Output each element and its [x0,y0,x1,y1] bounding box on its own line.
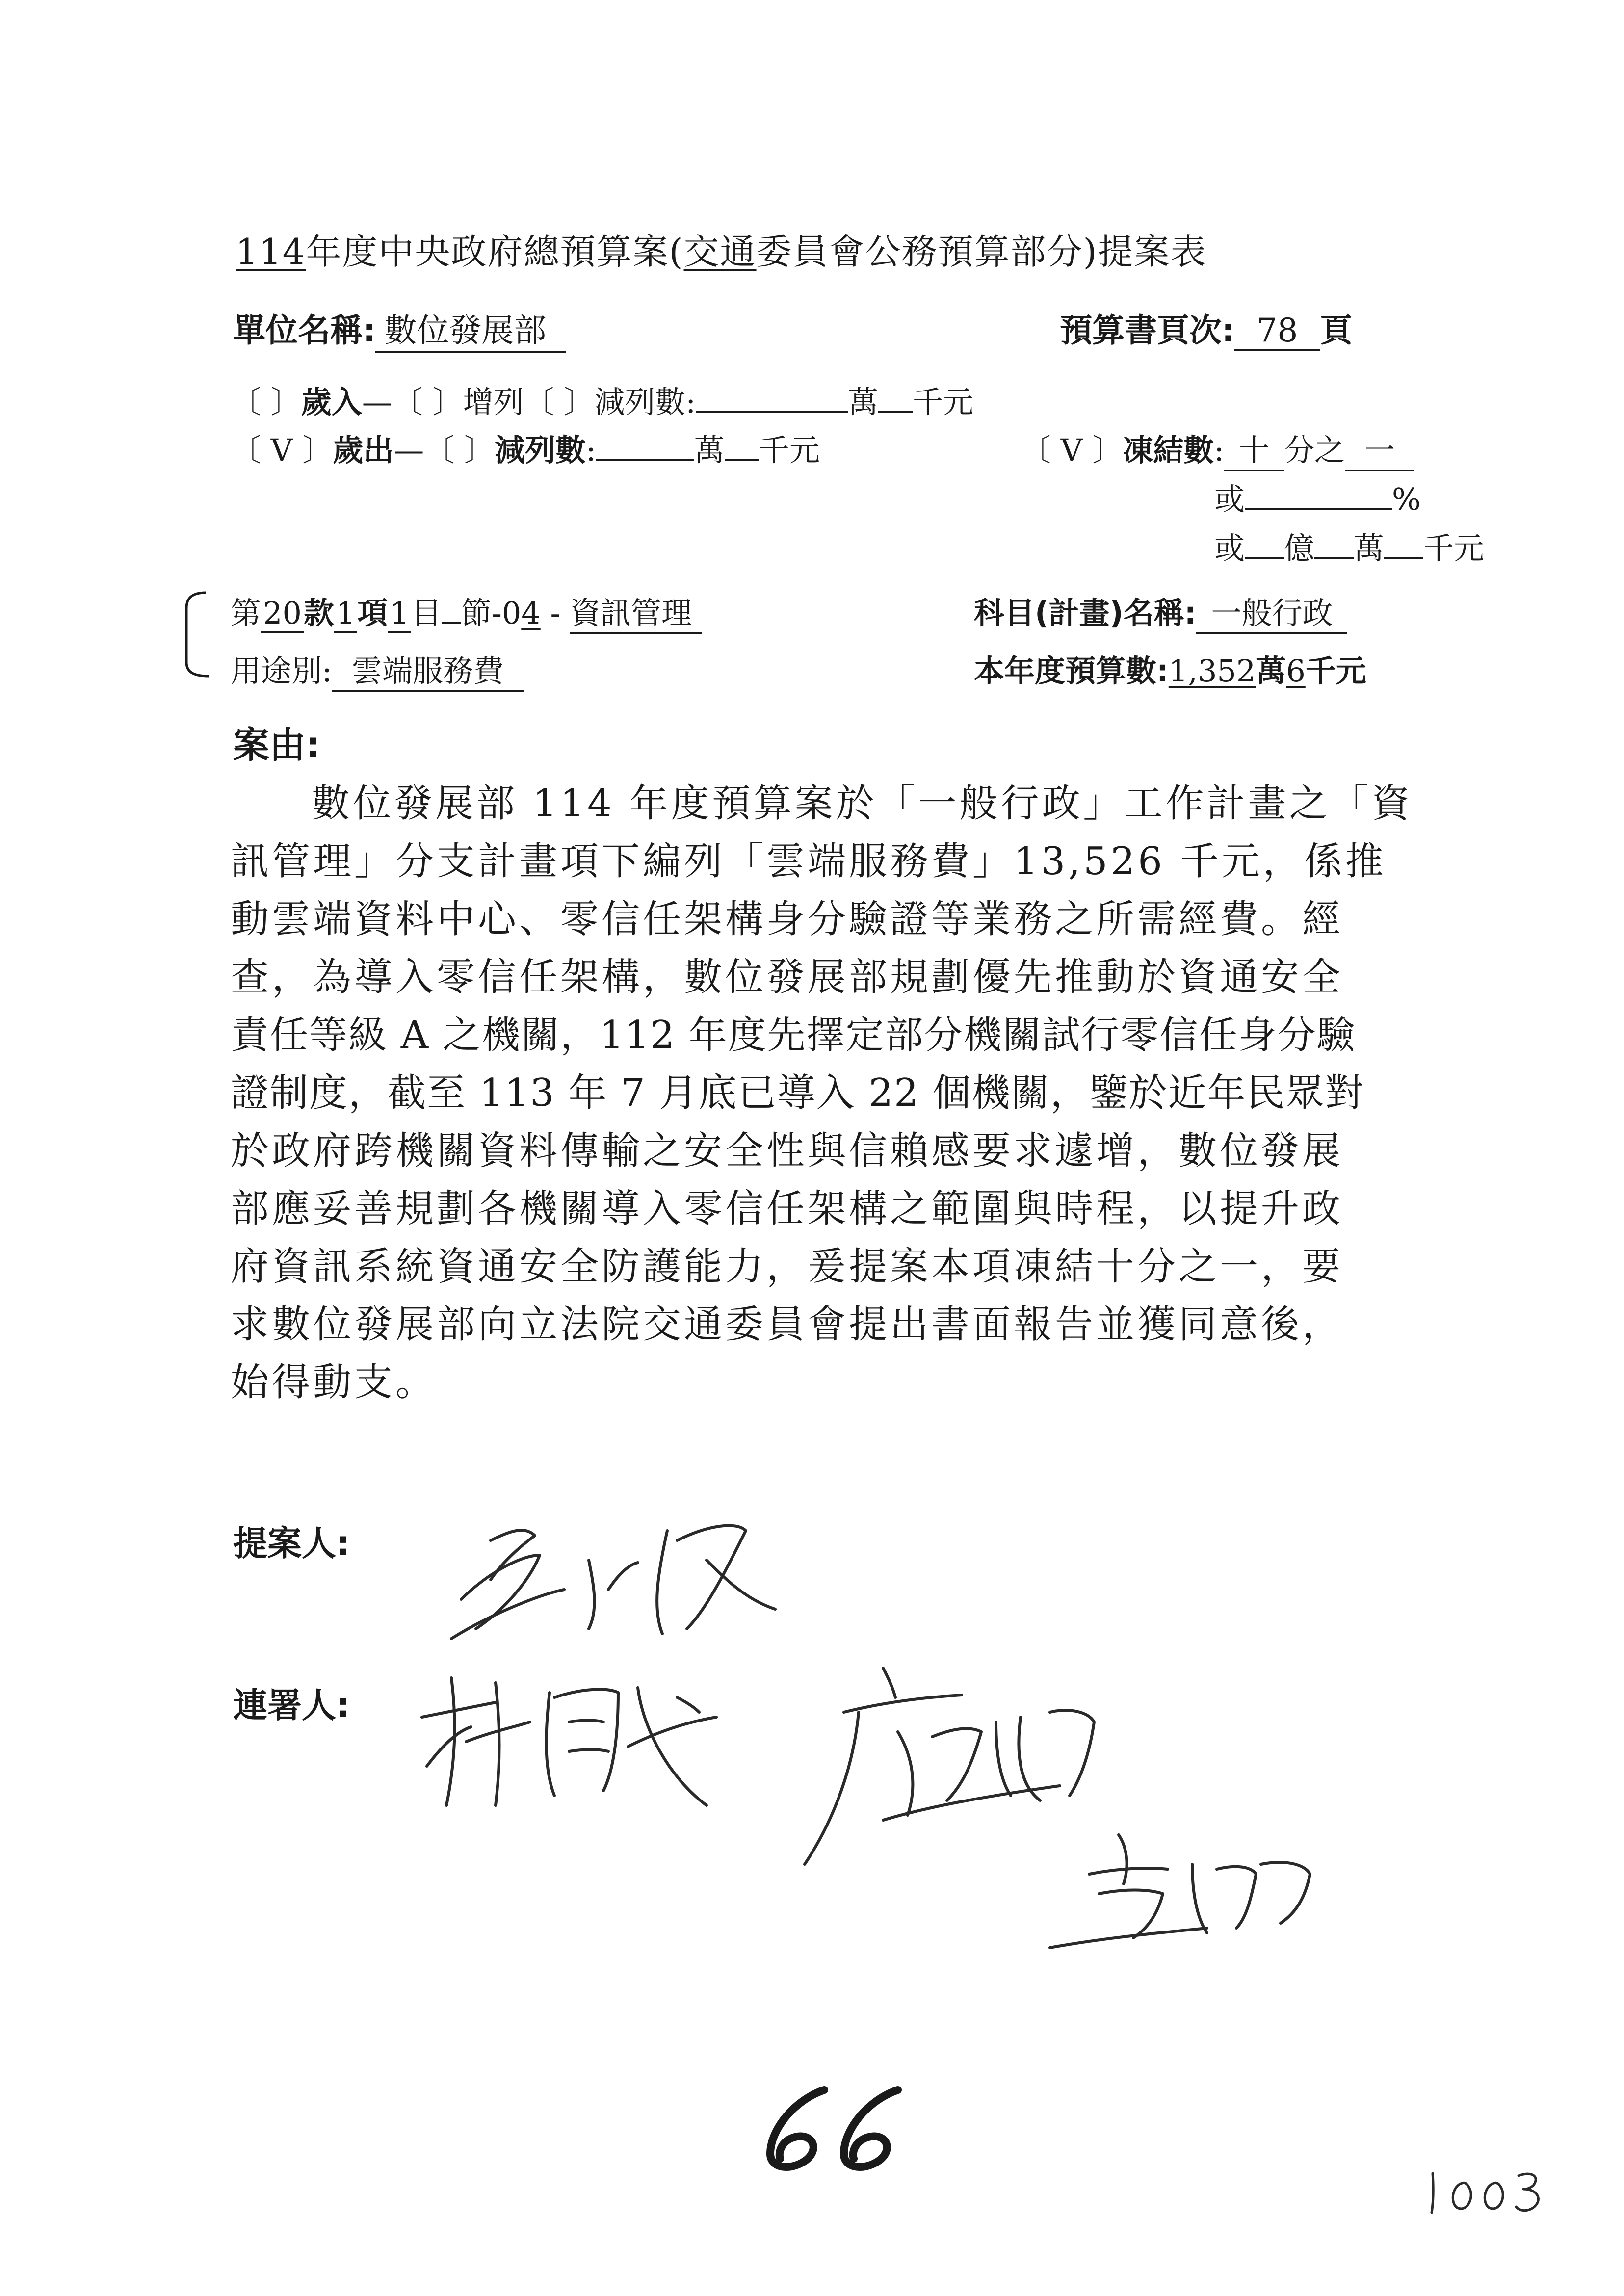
expense-dash: — [393,432,424,468]
subject-value: 一般行政 [1196,589,1347,634]
budget-qian-value: 6 [1286,653,1306,689]
freeze-or-2: 或 [1214,530,1245,566]
cosigner-label: 連署人: [233,1685,350,1725]
freeze-amount-row [1214,524,1484,568]
item-dash: - [540,595,571,631]
item-kuan-no: 20 [261,595,304,633]
cosigner-signature-1 [412,1658,726,1815]
expense-wan-blank [596,430,694,461]
freeze-numerator: 十 [1224,426,1284,471]
freeze-qian-blank [1384,528,1423,559]
revenue-dash: — [362,384,393,420]
freeze-percent: % [1392,481,1421,517]
reason-line: 數位發展部 114 年度預算案於「一般行政」工作計畫之「資 [312,782,1413,826]
revenue-wan-blank [696,382,848,413]
proposer-label: 提案人: [233,1523,350,1564]
expense-qianyuan: 千元 [759,432,820,468]
usage-value: 雲端服務費 [332,647,524,692]
cosigner-signature-3 [1030,1825,1325,1982]
handwritten-page-number [756,2080,922,2178]
reason-line: 責任等級 A 之機關，112 年度先擇定部分機關試行零信任身分驗 [231,1013,1356,1057]
decrease-label: 減列數: [594,384,696,420]
reason-line: 求數位發展部向立法院交通委員會提出書面報告並獲同意後， [231,1303,1344,1347]
expense-colon: : [585,432,596,468]
freeze-or-1: 或 [1214,481,1245,517]
freeze-label: 凍結數 [1123,432,1214,468]
subject-row [974,589,1347,634]
freeze-percent-row [1214,475,1421,519]
item-row [231,589,702,634]
freeze-checkbox: 〔 V 〕 [1021,432,1123,468]
item-jie-no: 4 [521,595,541,631]
revenue-qianyuan: 千元 [913,384,974,420]
revenue-label: 歲入 [301,384,362,420]
freeze-qianyuan: 千元 [1423,530,1485,566]
expense-decrease-checkbox: 〔 〕 [424,432,495,468]
decrease-checkbox: 〔 〕 [524,384,595,420]
item-xiang: 項 [357,595,388,631]
reason-line: 於政府跨機關資料傳輸之安全性與信賴感要求遽增，數位發展 [231,1129,1344,1173]
page-ref-row [1060,304,1352,351]
item-jie-blank [442,593,461,624]
budget-wan: 萬 [1256,653,1286,689]
budget-qianyuan: 千元 [1305,653,1366,689]
item-jie: 節-0 [461,595,522,631]
item-kuan: 款 [303,595,334,631]
freeze-row [1021,426,1414,471]
expense-wan: 萬 [694,432,725,468]
revenue-checkbox: 〔 〕 [231,384,301,420]
item-mu: 目 [411,595,442,631]
page-ref-value: 78 [1234,312,1320,351]
unit-value: 數位發展部 [375,304,566,353]
title-dept: 交通 [683,231,757,272]
item-plan: 資訊管理 [570,589,702,634]
item-mu-no: 1 [388,595,411,633]
revenue-qian-blank [878,382,913,413]
item-di: 第 [231,595,262,631]
revenue-wan: 萬 [848,384,879,420]
revenue-row [231,378,973,421]
left-bracket [172,589,211,687]
reason-line: 府資訊系統資通安全防護能力，爰提案本項凍結十分之一，要 [231,1245,1344,1289]
handwritten-corner-number [1423,2159,1550,2218]
freeze-percent-blank [1245,479,1392,510]
expense-decrease-label: 減列數 [494,432,586,468]
freeze-wan-blank [1314,528,1354,559]
title-part1: 年度中央政府總預算案( [306,231,684,272]
expense-checkbox: 〔 V 〕 [231,432,333,468]
document-title [236,223,1207,274]
freeze-wan: 萬 [1354,530,1385,566]
usage-row [231,647,524,692]
subject-label: 科目(計畫)名稱: [974,595,1197,631]
expense-qian-blank [725,430,759,461]
reason-label: 案由: [233,724,320,766]
unit-label: 單位名稱: [233,312,376,349]
reason-line: 查，為導入零信任架構，數位發展部規劃優先推動於資通安全 [231,955,1344,999]
freeze-yi: 億 [1284,530,1315,566]
increase-label: 增列 [463,384,524,420]
freeze-yi-blank [1245,528,1284,559]
freeze-colon: : [1214,432,1225,468]
title-year: 114 [236,231,306,272]
unit-name-row [233,304,566,353]
reason-line: 證制度，截至 113 年 7 月底已導入 22 個機關，鑒於近年民眾對 [231,1071,1364,1115]
item-xiang-no: 1 [334,595,357,633]
usage-label: 用途別: [231,653,332,689]
freeze-denominator: 一 [1345,426,1414,471]
expense-label: 歲出 [333,432,394,468]
budget-label: 本年度預算數: [974,653,1169,689]
budget-wan-value: 1,352 [1168,653,1256,689]
reason-line: 動雲端資料中心、零信任架構身分驗證等業務之所需經費。經 [231,897,1344,941]
page-ref-suffix: 頁 [1320,312,1353,349]
reason-line: 部應妥善規劃各機關導入零信任架構之範圍與時程，以提升政 [231,1187,1344,1231]
proposer-signature [432,1501,873,1668]
expense-row [231,426,820,470]
budget-row [974,647,1366,690]
page-ref-label: 預算書頁次: [1060,312,1235,349]
freeze-fraction-word: 分之 [1284,432,1345,468]
title-part2: 委員會公務預算部分)提案表 [756,231,1207,272]
reason-line: 訊管理」分支計畫項下編列「雲端服務費」13,526 千元，係推 [231,839,1387,884]
reason-line: 始得動支。 [231,1360,437,1405]
increase-checkbox: 〔 〕 [392,384,463,420]
